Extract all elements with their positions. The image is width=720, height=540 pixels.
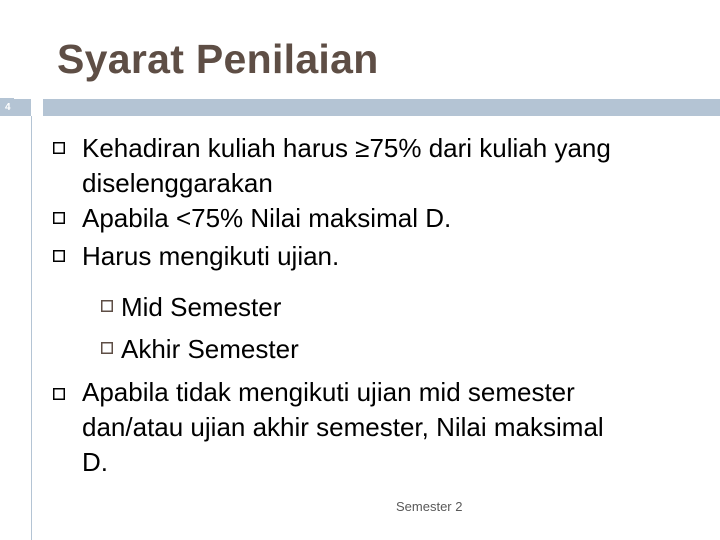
sub-item-akhir-semester: Akhir Semester	[121, 334, 299, 364]
bullet-3-line-1: Harus mengikuti ujian.	[82, 241, 340, 271]
bullet-4-line-3: D.	[82, 447, 108, 477]
hollow-square-icon	[101, 342, 113, 354]
bullet-1-line-1: Kehadiran kuliah harus ≥75% dari kuliah yang	[82, 133, 611, 163]
footer-text: Semester 2	[396, 499, 463, 514]
bullet-4-line-1: Apabila tidak mengikuti ujian mid semester	[82, 377, 575, 407]
bullet-1-line-2: diselenggarakan	[82, 168, 273, 198]
page-number: 4	[5, 102, 11, 113]
hollow-square-icon	[101, 300, 113, 312]
slide-title: Syarat Penilaian	[57, 36, 379, 82]
hollow-square-icon	[53, 142, 65, 154]
hollow-square-icon	[53, 212, 65, 224]
sub-item-mid-semester: Mid Semester	[121, 292, 282, 322]
hollow-square-icon	[53, 250, 65, 262]
bullet-4-line-2: dan/atau ujian akhir semester, Nilai maksimal	[82, 412, 604, 442]
hollow-square-icon	[53, 388, 65, 400]
bullet-2-line-1: Apabila <75% Nilai maksimal D.	[82, 203, 452, 233]
